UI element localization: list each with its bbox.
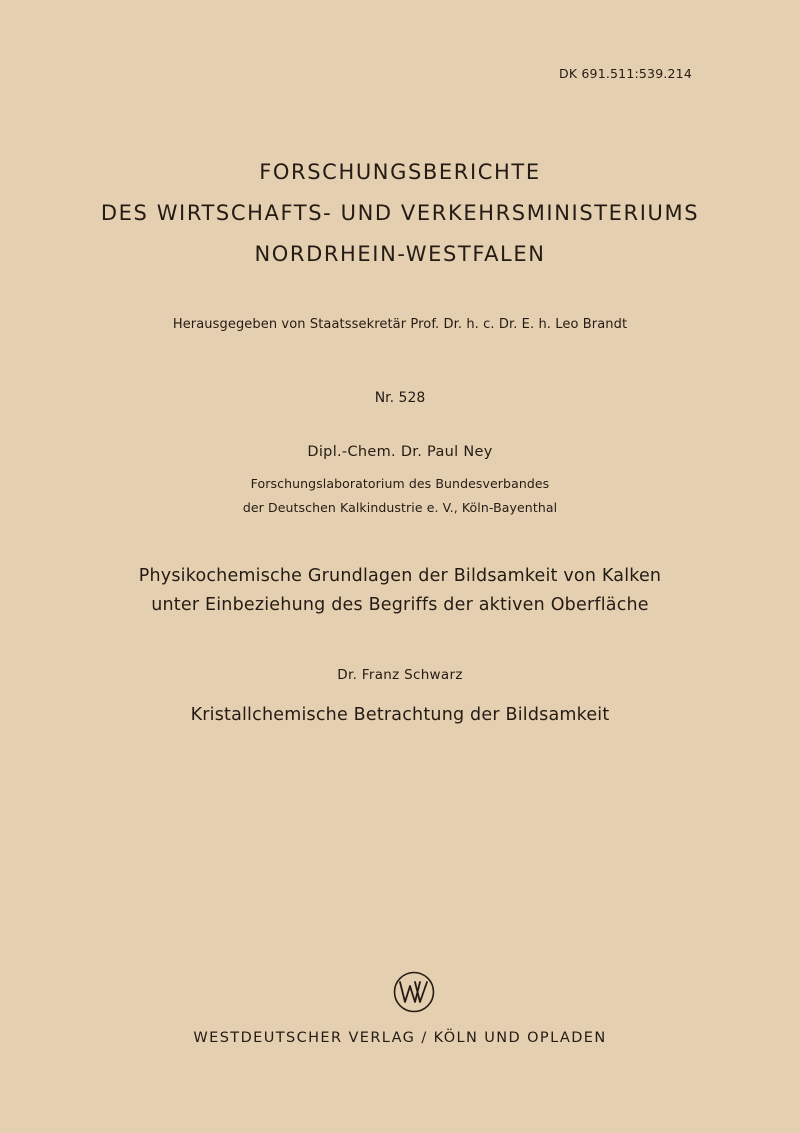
report-number: Nr. 528: [374, 390, 426, 406]
author-2-name: Dr. Franz Schwarz: [337, 667, 463, 683]
series-title-line-2: DES WIRTSCHAFTS- UND VERKEHRSMINISTERIUMS: [100, 201, 700, 225]
classification-code: DK 691.511:539.214: [559, 66, 692, 81]
series-title-line-1: FORSCHUNGSBERICHTE: [259, 160, 541, 184]
title-1-line-2: unter Einbeziehung des Begriffs der aktiven Oberfläche: [151, 595, 649, 615]
series-title-line-3: NORDRHEIN-WESTFALEN: [254, 242, 546, 266]
publisher-imprint: WESTDEUTSCHER VERLAG / KÖLN UND OPLADEN: [193, 1030, 607, 1046]
wv-logo-icon: [392, 970, 436, 1014]
author-1-affiliation-line-2: der Deutschen Kalkindustrie e. V., Köln-Bayenthal: [242, 500, 558, 515]
author-1-name: Dipl.-Chem. Dr. Paul Ney: [307, 444, 493, 460]
title-2: Kristallchemische Betrachtung der Bildsamkeit: [190, 705, 610, 725]
title-1-line-1: Physikochemische Grundlagen der Bildsamkeit von Kalken: [138, 566, 662, 586]
author-1-affiliation-line-1: Forschungslaboratorium des Bundesverbandes: [250, 476, 550, 491]
editor-note: Herausgegeben von Staatssekretär Prof. Dr. h. c. Dr. E. h. Leo Brandt: [172, 317, 628, 332]
